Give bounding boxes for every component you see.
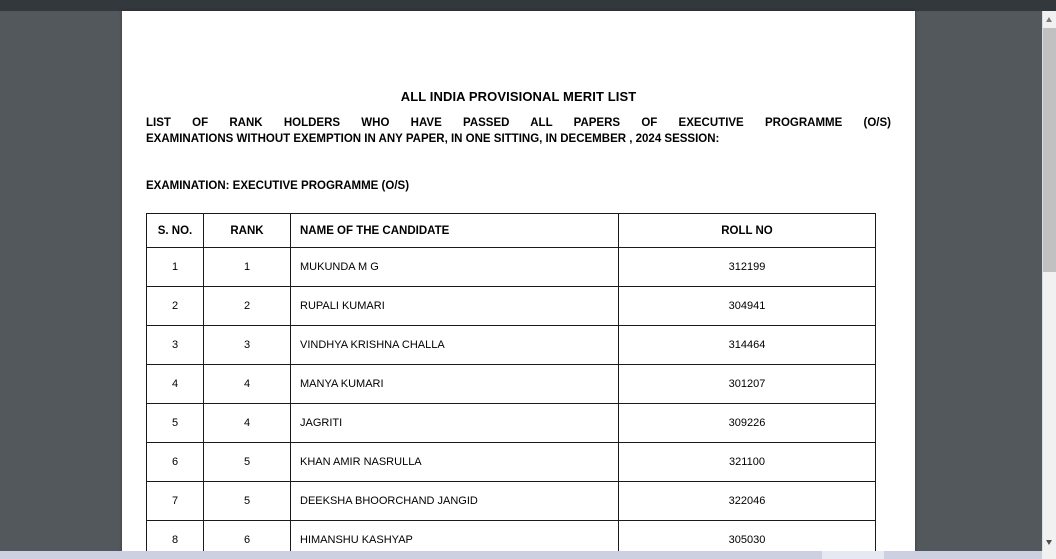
table-row [147,365,876,404]
document-title: ALL INDIA PROVISIONAL MERIT LIST [400,89,637,104]
table-header [147,214,876,248]
cell-name: RUPALI KUMARI [291,287,619,326]
scroll-up-button[interactable] [1043,11,1056,28]
table-row [147,326,876,365]
column-header-rank: RANK [204,214,291,248]
cell-rank: 2 [204,287,291,326]
table-row [147,248,876,287]
scrollbar-corner [1042,551,1056,559]
table-row [147,404,876,443]
cell-roll: 305030 [619,521,876,553]
document-subtitle-line1: LIST OF RANK HOLDERS WHO HAVE PASSED ALL PAPERS OF EXECUTIVE PROGRAMME (O/S) [146,117,891,129]
cell-sno: 7 [147,482,204,521]
document-page [122,11,915,552]
cell-roll: 301207 [619,365,876,404]
cell-sno: 8 [147,521,204,553]
document-subtitle-line2: EXAMINATIONS WITHOUT EXEMPTION IN ANY PAPER, IN ONE SITTING, IN DECEMBER , 2024 SESSION: [146,132,720,145]
merit-list-table [146,213,876,552]
cell-name: MANYA KUMARI [291,365,619,404]
cell-roll: 312199 [619,248,876,287]
column-header-sno: S. NO. [147,214,204,248]
cell-sno: 1 [147,248,204,287]
cell-roll: 309226 [619,404,876,443]
cell-name: JAGRITI [291,404,619,443]
chevron-up-icon [1046,17,1052,22]
cell-rank: 5 [204,482,291,521]
cell-sno: 4 [147,365,204,404]
cell-sno: 2 [147,287,204,326]
cell-name: DEEKSHA BHOORCHAND JANGID [291,482,619,521]
cell-roll: 322046 [619,482,876,521]
cell-roll: 321100 [619,443,876,482]
document-content [122,11,915,552]
scroll-down-button[interactable] [1043,534,1056,551]
table-row [147,482,876,521]
cell-name: KHAN AMIR NASRULLA [291,443,619,482]
cell-sno: 3 [147,326,204,365]
table-body [147,248,876,553]
cell-sno: 5 [147,404,204,443]
cell-name: MUKUNDA M G [291,248,619,287]
column-header-name: NAME OF THE CANDIDATE [291,214,619,248]
vertical-scrollbar[interactable] [1042,11,1056,559]
chevron-down-icon [1046,540,1052,545]
cell-rank: 1 [204,248,291,287]
document-subtitle [146,116,891,147]
horizontal-scrollbar-thumb[interactable] [822,551,884,559]
table-row [147,287,876,326]
cell-sno: 6 [147,443,204,482]
cell-roll: 314464 [619,326,876,365]
vertical-scrollbar-thumb[interactable] [1043,28,1056,272]
cell-rank: 4 [204,404,291,443]
column-header-roll: ROLL NO [619,214,876,248]
cell-name: HIMANSHU KASHYAP [291,521,619,553]
table-header-row [147,214,876,248]
table-row [147,443,876,482]
cell-name: VINDHYA KRISHNA CHALLA [291,326,619,365]
table-row [147,521,876,553]
cell-roll: 304941 [619,287,876,326]
window-top-strip [0,0,1056,11]
cell-rank: 5 [204,443,291,482]
cell-rank: 3 [204,326,291,365]
cell-rank: 4 [204,365,291,404]
horizontal-scrollbar[interactable] [0,551,1042,559]
cell-rank: 6 [204,521,291,553]
examination-label: EXAMINATION: EXECUTIVE PROGRAMME (O/S) [146,180,410,192]
